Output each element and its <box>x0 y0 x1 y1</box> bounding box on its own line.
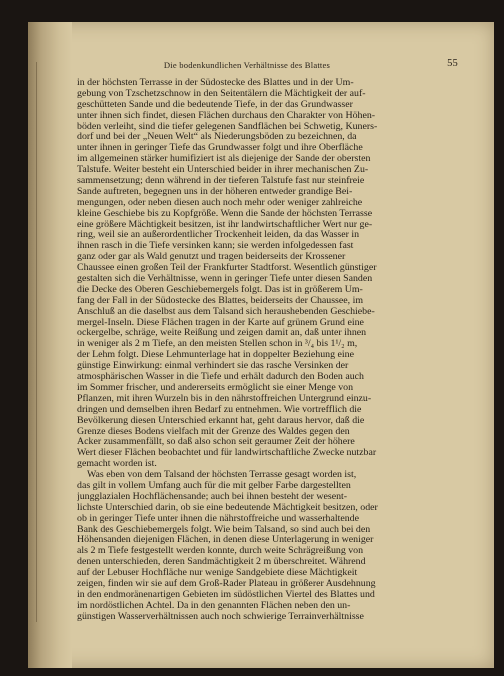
text-line: das gilt in vollem Umfang auch für die mit gelber Farbe dargestellten <box>77 480 351 491</box>
text-line: ganz oder gar als Wald genutzt und tragen beiderseits der Krossener <box>77 252 346 263</box>
text-line: in weniger als 2 m Tiefe, an den meisten Stellen schon in ³/₄ bis 1¹/₂ m, <box>77 339 358 350</box>
text-line: die Decke des Oberen Geschiebemergels folgt. Das ist in größerem Um- <box>77 284 363 295</box>
running-title: Die bodenkundlichen Verhältnisse des Blattes <box>163 60 331 70</box>
text-line: fang der Fall in der Südostecke des Blattes, beiderseits der Chaussee, im <box>77 295 364 306</box>
text-line: unter ihnen in geringer Tiefe das Grundwasser folgt und ihre Oberfläche <box>77 143 363 154</box>
page-number: 55 <box>447 58 458 69</box>
text-line: im nordöstlichen Achtel. Da in den genannten Flächen neben den un- <box>77 600 351 611</box>
body-text <box>77 78 457 623</box>
text-line: zeigen, finden wir sie auf dem Groß-Rader Plateau in größerer Ausdehnung <box>77 578 376 589</box>
text-line: Grenze dieses Bodens vielfach mit der Grenze des Waldes gegen den <box>77 426 350 437</box>
text-line: Was eben von dem Talsand der höchsten Terrasse gesagt worden ist, <box>87 470 357 481</box>
text-line: sammensetzung; denn während in der tieferen Talstufe fast nur steinfreie <box>77 176 365 187</box>
text-line: als 2 m Tiefe festgestellt werden konnte, durch weite Schrägreißung von <box>77 546 364 557</box>
text-line: ring, weil sie an außerordentlicher Trockenheit leiden, da das Wasser in <box>77 230 360 241</box>
text-line: Wert dieser Flächen beobachtet und für landwirtschaftliche Zwecke nutzbar <box>77 448 377 459</box>
text-line: im Sommer frischer, und andererseits ermöglicht sie einer Menge von <box>77 382 354 393</box>
text-line: Anschluß an die daselbst aus dem Talsand sich heraushebenden Geschiebe- <box>77 306 375 317</box>
text-line: eine größere Mächtigkeit besitzen, ist ihr landwirtschaftlicher Wert nur ge- <box>77 219 373 230</box>
text-line: Pflanzen, mit ihren Wurzeln bis in den nährstoffreichen Untergrund einzu- <box>77 393 372 404</box>
text-line: ockergelbe, schräge, weite Reißung und zeigen damit an, daß unter ihnen <box>77 328 367 339</box>
text-line: günstige Einwirkung: einmal verhindert sie das rasche Versinken der <box>77 361 349 372</box>
text-line: Acker zusammenfällt, so daß also schon seit geraumer Zeit der höhere <box>77 437 355 448</box>
text-line: der Lehm folgt. Diese Lehmunterlage hat in doppelter Beziehung eine <box>77 350 354 361</box>
text-line: denen unterschieden, deren Sandmächtigkeit 2 m überschreitet. Während <box>77 557 366 568</box>
text-line: geschütteten Sande und die bedeutende Tiefe, in der das Grundwasser <box>77 99 353 110</box>
text-line: in den endmoränenartigen Gebieten im südöstlichen Viertel des Blattes und <box>77 589 375 600</box>
text-line: Talstufe. Weiter besteht ein Unterschied beider in ihrer mechanischen Zu- <box>77 165 369 176</box>
page-header <box>76 58 458 72</box>
text-line: atmosphärischen Wasser in die Tiefe und erhält dadurch den Boden auch <box>77 372 364 383</box>
book-page <box>28 22 494 668</box>
text-line: unter ihnen sich findet, diesen Flächen durchaus den Charakter von Höhen- <box>77 110 376 121</box>
text-line: mergel-Inseln. Diese Flächen tragen in der Karte auf grünem Grund eine <box>77 317 364 328</box>
text-line: lichste Unterschied darin, ob sie eine bedeutende Mächtigkeit besitzen, oder <box>77 502 378 513</box>
text-line: im allgemeinen stärker humifiziert ist als diejenige der Sande der obersten <box>77 154 371 165</box>
text-line: Höhensanden diejenigen Flächen, in denen diese Unterlagerung in weniger <box>77 535 374 546</box>
text-line: günstigen Wasserverhältnissen auch noch schwierige Terrainverhältnisse <box>77 611 364 622</box>
text-line: gebung von Tzschetzschnow in den Seitentälern die Mächtigkeit der auf- <box>77 88 366 99</box>
text-line: Sande auftreten, begegnen uns in der höheren entweder grandige Bei- <box>77 186 353 197</box>
text-line: auf der Lebuser Hochfläche nur wenige Sandgebiete diese Mächtigkeit <box>77 568 358 579</box>
text-line: Chaussee einen großen Teil der Frankfurter Stadtforst. Wesentlich günstiger <box>77 263 377 274</box>
text-line: kleine Geschiebe bis zu Kopfgröße. Wenn die Sande der höchsten Terrasse <box>77 208 373 219</box>
text-line: böden verleiht, sind die tiefer gelegenen Sandflächen bei Schwetig, Kuners- <box>77 121 378 132</box>
text-line: dorf und bei der „Neuen Welt“ als Niederungsböden zu bezeichnen, da <box>77 132 357 143</box>
text-line: Bevölkerung diesen Unterschied erkannt hat, geht daraus hervor, daß die <box>77 415 365 426</box>
text-line: mengungen, oder neben diesen auch noch mehr oder weniger zahlreiche <box>77 197 363 208</box>
text-line: ihnen rasch in die Tiefe versinken kann; sie werden infolgedessen fast <box>77 241 354 252</box>
text-line: dringen und demselben ihren Bedarf zu entnehmen. Wie vortrefflich die <box>77 404 362 415</box>
text-line: in der höchsten Terrasse in der Südostecke des Blattes und in der Um- <box>77 78 354 88</box>
text-line: gestalten sich die Verhältnisse, wenn in geringer Tiefe unter diesen Sanden <box>77 274 373 285</box>
text-line: ob in geringer Tiefe unter ihnen die nährstoffreiche und wasserhaltende <box>77 513 359 524</box>
gutter-fold <box>36 62 37 622</box>
text-line: jungglazialen Hochflächensande; auch bei ihnen besteht der wesent- <box>77 491 348 502</box>
page-gutter <box>28 22 72 668</box>
text-line: Bank des Geschiebemergels folgt. Wie beim Talsand, so sind auch bei den <box>77 524 371 535</box>
text-line: gemacht worden ist. <box>77 459 157 470</box>
